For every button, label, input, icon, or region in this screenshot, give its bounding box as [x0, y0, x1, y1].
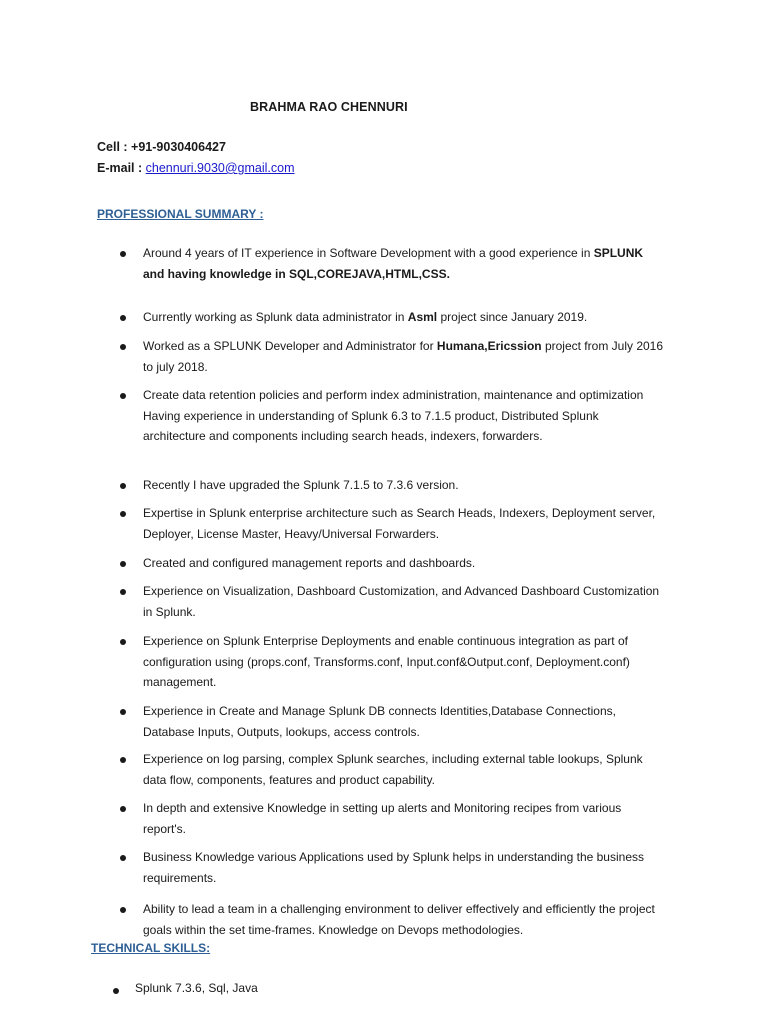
cell-line — [97, 140, 226, 154]
bullet-icon — [120, 315, 126, 321]
bullet-icon — [120, 344, 126, 350]
email-line — [97, 161, 295, 175]
cell-value: +91-9030406427 — [131, 140, 226, 154]
email-label: E-mail : — [97, 161, 146, 175]
resume-page: BRAHMA RAO CHENNURI Cell : +91-9030406427 E-mail : chennuri.9030@gmail.com PROFESSIONAL SUMMARY : Around 4 years of IT experience in Software Development with a good experience in SPLUNK and having knowledge in SQL,COREJAVA,HTML,CSS. Currently working as Splunk data administrator in Asml project since January 2019. Worked as a SPLUNK Developer and Administrator for Humana,Ericssion project from July 2016 to july 2018. Create data retention policies and perform index administration, maintenance and optimization Having experience in understanding of Splunk 6.3 to 7.1.5 product, Distributed Splunk architecture and components including search heads, indexers, forwarders. Recently I have upgraded the Splunk 7.1.5 to 7.3.6 version. Expertise in Splunk enterprise architecture such as Search Heads, Indexers, Deployment server, Deployer, License Master, Heavy/Universal Forwarders. Created and configured management reports and dashboards. Experience on Visualization, Dashboard Customization, and Advanced Dashboard Customization in Splunk. Experience on Splunk Enterprise Deployments and enable continuous integration as part of configuration using (props.conf, Transforms.conf, Input.conf&Output.conf, Deployment.conf) management. Experience in Create and Manage Splunk DB connects Identities,Database Connections, Database Inputs, Outputs, lookups, access controls. Experience on log parsing, complex Splunk searches, including external table lookups, Splunk data flow, components, features and product capability. In depth and extensive Knowledge in setting up alerts and Monitoring recipes from various report's. Business Knowledge various Applications used by Splunk helps in understanding the business requirements. Ability to lead a team in a challenging environment to deliver effectively and efficiently the project goals within the set time-frames. Knowledge on Devops methodologies. TECHNICAL SKILLS: Splunk 7.3.6, Sql, Java — [91, 100, 664, 995]
bullet-icon — [120, 806, 126, 812]
bullet-icon — [120, 589, 126, 595]
bullet-icon — [120, 483, 126, 489]
bullet-icon — [120, 855, 126, 861]
bullet-icon — [120, 561, 126, 567]
bullet-icon — [120, 511, 126, 517]
bullet-icon — [120, 709, 126, 715]
bullet-icon — [120, 393, 126, 399]
bullet-icon — [120, 639, 126, 645]
email-link[interactable]: chennuri.9030@gmail.com — [145, 161, 295, 175]
bullet-icon — [120, 907, 126, 913]
cell-label: Cell : — [97, 140, 132, 154]
bullet-icon — [113, 988, 119, 994]
technical-skills-heading: TECHNICAL SKILLS: — [91, 941, 211, 955]
professional-summary-heading: PROFESSIONAL SUMMARY : — [97, 207, 264, 221]
bullet-icon — [120, 251, 126, 257]
bullet-icon — [120, 757, 126, 763]
candidate-name: BRAHMA RAO CHENNURI — [250, 100, 408, 114]
